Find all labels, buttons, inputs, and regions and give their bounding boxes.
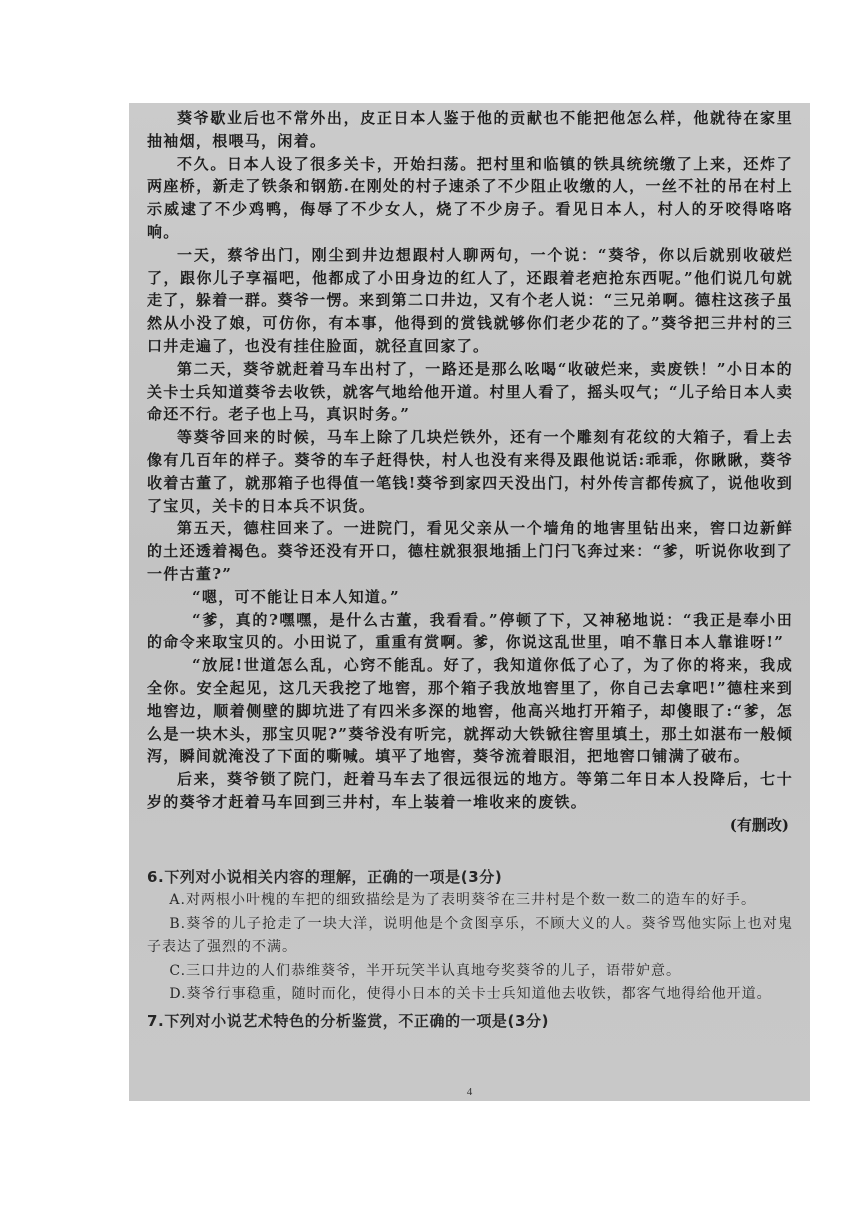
question-6-title: 6.下列对小说相关内容的理解，正确的一项是(3分) bbox=[147, 868, 503, 886]
story-paragraph: 葵爷歇业后也不常外出，皮正日本人鉴于他的贡献也不能把他怎么样，他就待在家里抽袖烟，根喂马，闲着。 bbox=[147, 109, 793, 150]
question-section bbox=[147, 865, 793, 1033]
story-paragraph: “放屁!世道怎么乱，心窍不能乱。好了，我知道你低了心了，为了你的将来，我成全你。安全起见，这几天我挖了地窖，那个箱子我放地窖里了，你自己去拿吧!”德柱来到地窖边，顺着侧壁的脚坑进了有四米多深的地窖，他高兴地打开箱子，却傻眼了:“爹，怎么是一块木头，那宝贝呢?”葵爷没有听完，就挥动大铁锨往窖里填土，那土如湛布一般倾泻，瞬间就淹没了下面的嘶喊。填平了地窖，葵爷流着眼泪，把地窖口铺满了破布。 bbox=[147, 656, 793, 766]
page-number: 4 bbox=[466, 1086, 473, 1098]
question-6-option-b: B.葵爷的儿子抢走了一块大洋，说明他是个贪图享乐，不顾大义的人。葵爷骂他实际上也对鬼子表达了强烈的不满。 bbox=[147, 915, 793, 955]
story-paragraph: “嗯，可不能让日本人知道。” bbox=[192, 587, 400, 606]
story-paragraph: “爹，真的?嘿嘿，是什么古董，我看看。”停顿了下，又神秘地说：“我正是奉小田的命令来取宝贝的。小田说了，重重有赏啊。爹，你说这乱世里，咱不靠日本人靠谁呀!” bbox=[147, 610, 793, 652]
source-note: (有删改) bbox=[729, 815, 789, 834]
story-text bbox=[147, 107, 793, 837]
question-6-option-d: D.葵爷行事稳重，随时而化，使得小日本的关卡士兵知道他去收铁，都客气地得给他开道。 bbox=[169, 986, 772, 1002]
question-6-option-a: A.对两根小叶槐的车把的细致描绘是为了表明葵爷在三井村是个数一数二的造车的好手。 bbox=[169, 892, 756, 908]
question-6-option-c: C.三口井边的人们恭维葵爷，半开玩笑半认真地夸奖葵爷的儿子，语带妒意。 bbox=[169, 962, 682, 979]
story-paragraph: 第二天，葵爷就赶着马车出村了，一路还是那么吆喝“收破烂来，卖废铁！”小日本的关卡士兵知道葵爷去收铁，就客气地给他开道。村里人看了，摇头叹气；“儿子给日本人卖命还不行。老子也上马，真识时务。” bbox=[147, 359, 793, 424]
story-paragraph: 等葵爷回来的时候，马车上除了几块烂铁外，还有一个雕刻有花纹的大箱子，看上去像有几百年的样子。葵爷的车子赶得快，村人也没有来得及跟他说话:乖乖，你瞅瞅，葵爷收着古董了，就那箱子也得值一笔钱!葵爷到家四天没出门，村外传言都传疯了，说他收到了宝贝，关卡的日本兵不识货。 bbox=[147, 428, 793, 515]
story-paragraph: 后来，葵爷锁了院门，赶着马车去了很远很远的地方。等第二年日本人投降后，七十岁的葵爷才赶着马车回到三井村，车上装着一堆收来的废铁。 bbox=[147, 770, 793, 811]
question-7-title: 7.下列对小说艺术特色的分析鉴赏，不正确的一项是(3分) bbox=[147, 1011, 550, 1030]
story-paragraph: 不久。日本人设了很多关卡，开始扫荡。把村里和临镇的铁具统统缴了上来，还炸了两座桥，新走了铁条和钢筋.在刚处的村子速杀了不少阻止收缴的人，一丝不社的吊在村上示威逮了不少鸡鸭，侮辱了不少女人，烧了不少房子。看见日本人，村人的牙咬得咯咯响。 bbox=[147, 154, 793, 241]
story-paragraph: 一天，蔡爷出门，刚尘到井边想跟村人聊两句，一个说：“葵爷，你以后就别收破烂了，跟你儿子享福吧，他都成了小田身边的红人了，还跟着老疤抢东西呢。”他们说几句就走了，躲着一群。葵爷一愣。来到第二口井边，又有个老人说：“三兄弟啊。德柱这孩子虽然从小没了娘，可仿你，有本事，他得到的赏钱就够你们老少花的了。”葵爷把三井村的三口井走遍了，也没有挂住脸面，就径直回家了。 bbox=[147, 245, 793, 355]
scanned-exam-page bbox=[129, 103, 810, 1101]
story-paragraph: 第五天，德柱回来了。一进院门，看见父亲从一个墙角的地害里钻出来，窖口边新鲜的土还透着褐色。葵爷还没有开口，德柱就狠狠地插上门闩飞奔过来：“爹，听说你收到了一件古董?” bbox=[147, 519, 793, 583]
